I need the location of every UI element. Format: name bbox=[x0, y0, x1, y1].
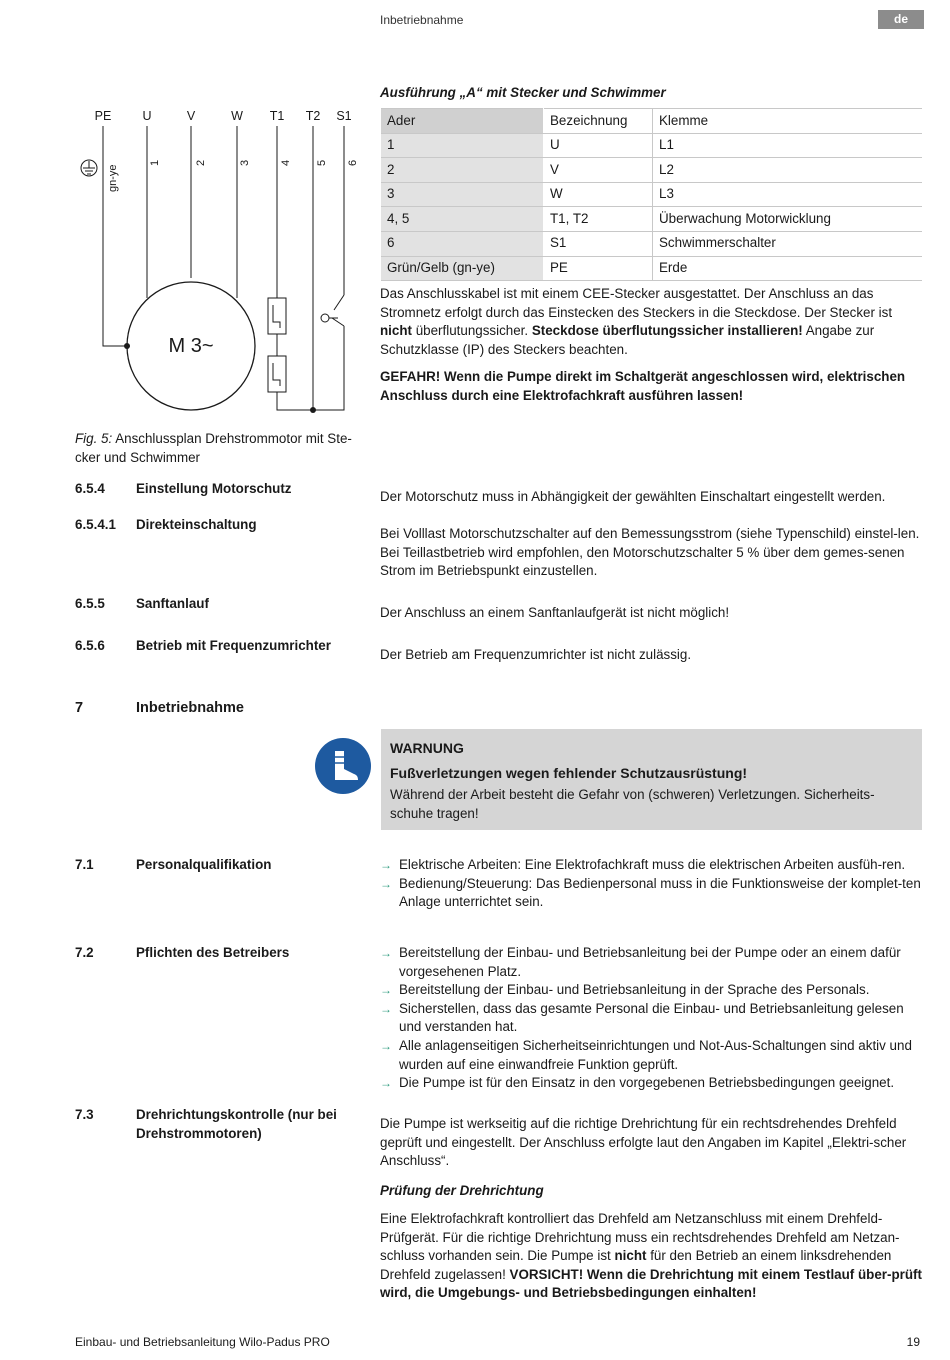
section-title: Sanftanlauf bbox=[136, 596, 209, 611]
section-number: 6.5.4 bbox=[75, 481, 105, 496]
wire-label: gn-ye bbox=[107, 164, 119, 192]
table-cell: U bbox=[544, 133, 653, 158]
list-item bbox=[380, 1037, 922, 1074]
table-cell: Erde bbox=[653, 256, 923, 281]
section-title: Einstellung Motorschutz bbox=[136, 481, 292, 496]
emphasis: nicht bbox=[614, 1248, 647, 1264]
arrow-icon: → bbox=[380, 1001, 392, 1016]
figure-label: Fig. 5: bbox=[75, 431, 113, 446]
table-row bbox=[381, 207, 922, 232]
running-header: Inbetriebnahme bbox=[380, 13, 464, 27]
wire-label: 6 bbox=[347, 159, 359, 166]
ground-icon bbox=[81, 160, 97, 176]
list-item-text: Bereitstellung der Einbau- und Betriebsanleitung bei der Pumpe oder an einem dafür vorgesehenen Platz. bbox=[399, 945, 901, 979]
wire-label: 4 bbox=[280, 159, 292, 166]
chapter-title: Inbetriebnahme bbox=[136, 700, 244, 716]
section-text: Der Anschluss an einem Sanftanlaufgerät ist nicht möglich! bbox=[380, 605, 730, 620]
language-badge: de bbox=[878, 10, 924, 29]
text-run: Eine Elektrofachkraft kontrolliert das Drehfeld am Netzanschluss mit einem Drehfeld-Prüfgerät. Für die richtige Drehrichtung muss ein rechtsdrehendes Drehfeld am Netzan-schluss vorhanden sein. Die Pumpe ist bbox=[380, 1211, 900, 1264]
operator-list bbox=[380, 944, 922, 1093]
page-number: 19 bbox=[906, 1335, 920, 1349]
rotation-paragraph: Die Pumpe ist werkseitig auf die richtige Drehrichtung für ein rechtsdrehendes Drehfeld geprüft und eingestellt. Der Anschluss erfolgte laut den Angaben im Kapitel „Elektri-scher Anschluss“. bbox=[380, 1116, 907, 1169]
figure-caption-text: Anschlussplan Drehstrommotor mit Ste-cker und Schwimmer bbox=[75, 431, 352, 465]
table-row bbox=[381, 133, 922, 158]
figure-caption bbox=[75, 430, 375, 467]
table-row bbox=[381, 158, 922, 183]
section-number: 6.5.6 bbox=[75, 638, 105, 653]
wire-label: 5 bbox=[316, 159, 328, 166]
arrow-icon: → bbox=[380, 858, 392, 872]
terminal-label: W bbox=[231, 109, 243, 123]
warning-title: WARNUNG bbox=[390, 740, 464, 756]
table-header-cell: Ader bbox=[381, 109, 544, 134]
text-run: für den Betrieb an einem linksdrehenden Drehfeld zugelassen! bbox=[380, 1248, 892, 1282]
table-cell: W bbox=[544, 182, 653, 207]
thermal-switch-icon bbox=[268, 298, 344, 410]
cable-table bbox=[381, 108, 922, 281]
emphasis: nicht bbox=[380, 323, 412, 339]
section-title: Personalqualifikation bbox=[136, 857, 272, 872]
table-cell: L3 bbox=[653, 182, 923, 207]
chapter-number: 7 bbox=[75, 700, 84, 716]
table-cell: 2 bbox=[381, 158, 544, 183]
list-item-text: Elektrische Arbeiten: Eine Elektrofachkraft muss die elektrischen Arbeiten ausfüh-ren. bbox=[399, 857, 906, 872]
float-switch-icon bbox=[321, 295, 344, 340]
connection-paragraph bbox=[380, 285, 922, 359]
terminal-label: T1 bbox=[269, 109, 285, 123]
section-number: 7.1 bbox=[75, 857, 94, 872]
table-cell: V bbox=[544, 158, 653, 183]
table-header-row bbox=[381, 109, 922, 134]
wire-label: 1 bbox=[149, 159, 161, 166]
list-item bbox=[380, 981, 922, 1000]
terminal-label: S1 bbox=[336, 109, 352, 123]
list-item-text: Sicherstellen, dass das gesamte Personal die Einbau- und Betriebsanleitung gelesen und verstanden hat. bbox=[399, 1000, 904, 1035]
terminal-label: PE bbox=[94, 109, 112, 123]
table-cell: 6 bbox=[381, 231, 544, 256]
wire-label: 2 bbox=[195, 159, 207, 166]
check-heading: Prüfung der Drehrichtung bbox=[380, 1183, 544, 1198]
warning-text: Während der Arbeit besteht die Gefahr von (schweren) Verletzungen. Sicherheits-schuhe tragen! bbox=[390, 787, 875, 821]
table-cell: Grün/Gelb (gn-ye) bbox=[381, 256, 544, 281]
safety-boot-icon bbox=[314, 737, 372, 795]
table-header-cell: Bezeichnung bbox=[544, 109, 653, 134]
check-paragraph bbox=[380, 1210, 922, 1303]
arrow-icon: → bbox=[380, 876, 392, 891]
table-title: Ausführung „A“ mit Stecker und Schwimmer bbox=[380, 85, 666, 100]
section-title: Betrieb mit Frequenzumrichter bbox=[136, 638, 331, 653]
table-row bbox=[381, 182, 922, 207]
wiring-diagram bbox=[70, 100, 370, 420]
list-item bbox=[380, 875, 922, 912]
emphasis: Steckdose überflutungssicher installieren! bbox=[531, 323, 803, 339]
list-item-text: Bedienung/Steuerung: Das Bedienpersonal muss in die Funktionsweise der komplet-ten Anlage unterrichtet sein. bbox=[399, 875, 921, 910]
text-run: überflutungssicher. bbox=[412, 323, 532, 339]
arrow-icon: → bbox=[380, 983, 392, 998]
arrow-icon: → bbox=[380, 946, 392, 960]
motor-label: M 3~ bbox=[168, 335, 214, 357]
terminal-label: T2 bbox=[305, 109, 321, 123]
section-text: Der Betrieb am Frequenzumrichter ist nicht zulässig. bbox=[380, 647, 692, 662]
table-cell: Schwimmerschalter bbox=[653, 231, 923, 256]
terminal-label: V bbox=[186, 109, 196, 123]
warning-heading: Fußverletzungen wegen fehlender Schutzausrüstung! bbox=[390, 765, 748, 781]
table-cell: L2 bbox=[653, 158, 923, 183]
section-text: Bei Volllast Motorschutzschalter auf den Bemessungsstrom (siehe Typenschild) einstel-len. Bei Teillastbetrieb wird empfohlen, den Motorschutzschalter 5 % über dem gemes-senen Strom im Betriebspunkt einzustellen. bbox=[380, 526, 920, 579]
text-run: Das Anschlusskabel ist mit einem CEE-Stecker ausgestattet. Der Anschluss an das Stromnetz erfolgt durch das Einstecken des Steckers in die Steckdose. Der Stecker ist bbox=[380, 286, 893, 320]
table-header-cell: Klemme bbox=[653, 109, 923, 134]
section-title: Drehrichtungskontrolle (nur bei Drehstrommotoren) bbox=[136, 1107, 337, 1141]
wire-label: 3 bbox=[239, 159, 251, 166]
list-item bbox=[380, 1000, 922, 1037]
arrow-icon: → bbox=[380, 1038, 392, 1053]
list-item-text: Bereitstellung der Einbau- und Betriebsanleitung in der Sprache des Personals. bbox=[399, 982, 870, 998]
section-number: 6.5.4.1 bbox=[75, 517, 116, 532]
table-cell: 3 bbox=[381, 182, 544, 207]
text-run: Angabe zur Schutzklasse (IP) des Steckers beachten. bbox=[380, 323, 875, 357]
section-number: 7.3 bbox=[75, 1107, 94, 1122]
arrow-icon: → bbox=[380, 1076, 392, 1091]
section-number: 7.2 bbox=[75, 945, 94, 960]
terminal-label: U bbox=[142, 109, 152, 123]
table-cell: L1 bbox=[653, 133, 923, 158]
list-item bbox=[380, 944, 922, 981]
personnel-list bbox=[380, 856, 922, 912]
section-title: Pflichten des Betreibers bbox=[136, 945, 290, 960]
list-item-text: Die Pumpe ist für den Einsatz in den vorgegebenen Betriebsbedingungen geeignet. bbox=[399, 1075, 895, 1091]
emphasis: VORSICHT! Wenn die Drehrichtung mit einem Testlauf über-prüft wird, die Umgebungs- und Betriebsbedingungen einhalten! bbox=[380, 1266, 922, 1301]
list-item-text: Alle anlagenseitigen Sicherheitseinrichtungen und Not-Aus-Schaltungen sind aktiv und wurden auf eine einwandfreie Funktion geprüft. bbox=[399, 1037, 912, 1072]
list-item bbox=[380, 856, 922, 875]
table-cell: Überwachung Motorwicklung bbox=[653, 207, 923, 232]
table-cell: 4, 5 bbox=[381, 207, 544, 232]
table-cell: T1, T2 bbox=[544, 207, 653, 232]
table-cell: S1 bbox=[544, 231, 653, 256]
section-title: Direkteinschaltung bbox=[136, 517, 257, 532]
footer-title: Einbau- und Betriebsanleitung Wilo-Padus PRO bbox=[75, 1335, 330, 1349]
table-row bbox=[381, 231, 922, 256]
table-cell: 1 bbox=[381, 133, 544, 158]
list-item bbox=[380, 1074, 922, 1093]
danger-paragraph: GEFAHR! Wenn die Pumpe direkt im Schaltgerät angeschlossen wird, elektrischen Anschluss durch eine Elektrofachkraft ausführen lassen! bbox=[380, 369, 906, 403]
table-cell: PE bbox=[544, 256, 653, 281]
section-text: Der Motorschutz muss in Abhängigkeit der gewählten Einschaltart eingestellt werden. bbox=[380, 489, 886, 504]
table-row bbox=[381, 256, 922, 281]
section-number: 6.5.5 bbox=[75, 596, 105, 611]
